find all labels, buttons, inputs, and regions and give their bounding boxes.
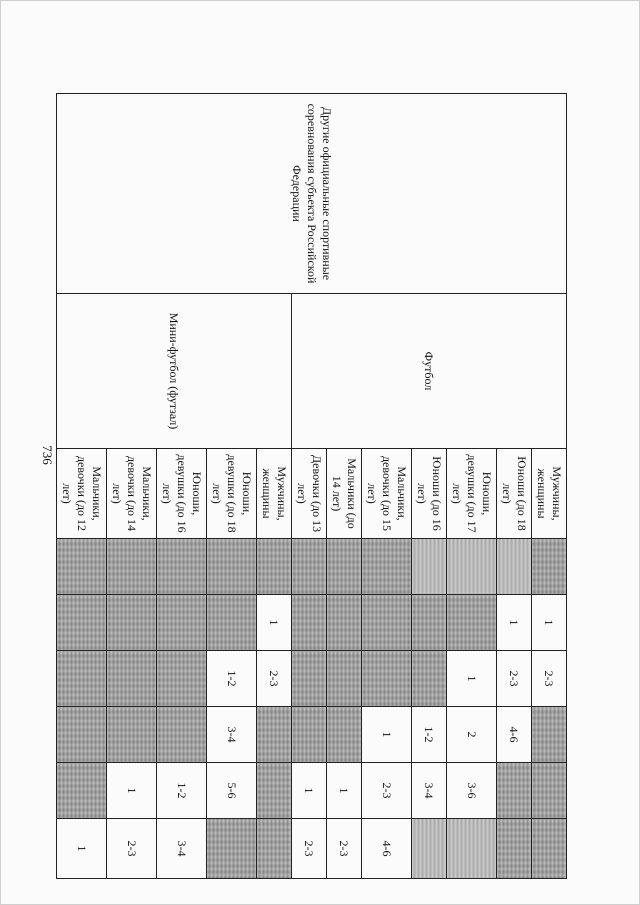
group-cell: Юноши (до 16 лет) xyxy=(412,449,447,539)
value-cell: 1 xyxy=(362,707,412,763)
group-cell: Мужчины, женщины xyxy=(532,449,567,539)
value-cell xyxy=(412,651,447,707)
value-cell xyxy=(257,819,292,879)
value-cell xyxy=(292,707,327,763)
sport-cell-football: Футбол xyxy=(292,294,567,449)
value-cell: 1 xyxy=(292,763,327,819)
value-cell xyxy=(107,651,157,707)
value-cell: 4-6 xyxy=(497,707,532,763)
value-cell xyxy=(497,539,532,595)
value-cell xyxy=(327,651,362,707)
value-cell xyxy=(412,819,447,879)
sport-cell-futsal: Мини-футбол (футзал) xyxy=(57,294,292,449)
value-cell xyxy=(292,595,327,651)
value-cell xyxy=(57,539,107,595)
group-cell: Мальчики, девочки (до 15 лет) xyxy=(362,449,412,539)
value-cell xyxy=(447,539,497,595)
value-cell xyxy=(57,651,107,707)
value-cell: 1 xyxy=(327,763,362,819)
value-cell xyxy=(362,539,412,595)
value-cell xyxy=(362,595,412,651)
value-cell xyxy=(157,707,207,763)
value-cell xyxy=(207,819,257,879)
value-cell xyxy=(327,539,362,595)
value-cell xyxy=(107,539,157,595)
competition-category-cell: Другие официальные спортивные соревнования субъекта Российской Федерации xyxy=(57,94,567,294)
value-cell xyxy=(292,651,327,707)
value-cell xyxy=(57,763,107,819)
value-cell: 2-3 xyxy=(327,819,362,879)
value-cell xyxy=(327,707,362,763)
value-cell: 1 xyxy=(57,819,107,879)
value-cell xyxy=(362,651,412,707)
group-cell: Девочки (до 13 лет) xyxy=(292,449,327,539)
group-cell: Юноши, девушки (до 17 лет) xyxy=(447,449,497,539)
value-cell: 2-3 xyxy=(292,819,327,879)
value-cell xyxy=(327,595,362,651)
group-cell: Мальчики, девочки (до 14 лет) xyxy=(107,449,157,539)
value-cell: 1-2 xyxy=(207,651,257,707)
value-cell xyxy=(292,539,327,595)
value-cell xyxy=(412,539,447,595)
ranks-table xyxy=(56,93,567,879)
value-cell xyxy=(532,707,567,763)
value-cell xyxy=(532,763,567,819)
table-wrapper xyxy=(62,93,567,878)
value-cell xyxy=(207,539,257,595)
value-cell xyxy=(207,595,257,651)
value-cell: 3-4 xyxy=(412,763,447,819)
value-cell xyxy=(412,595,447,651)
value-cell xyxy=(447,819,497,879)
value-cell: 1-2 xyxy=(412,707,447,763)
value-cell: 2-3 xyxy=(107,819,157,879)
value-cell xyxy=(497,763,532,819)
value-cell: 1 xyxy=(257,595,292,651)
value-cell xyxy=(157,595,207,651)
value-cell: 2-3 xyxy=(362,763,412,819)
value-cell: 3-4 xyxy=(207,707,257,763)
value-cell: 1 xyxy=(497,595,532,651)
group-cell: Юноши (до 18 лет) xyxy=(497,449,532,539)
value-cell: 1 xyxy=(532,595,567,651)
group-cell: Мальчики (до 14 лет) xyxy=(327,449,362,539)
value-cell: 1 xyxy=(107,763,157,819)
value-cell xyxy=(107,595,157,651)
value-cell xyxy=(532,539,567,595)
value-cell: 1-2 xyxy=(157,763,207,819)
value-cell: 4-6 xyxy=(362,819,412,879)
value-cell xyxy=(257,763,292,819)
value-cell xyxy=(257,707,292,763)
group-cell: Мужчины, женщины xyxy=(257,449,292,539)
value-cell xyxy=(57,707,107,763)
value-cell: 2 xyxy=(447,707,497,763)
page-number: 736 xyxy=(40,445,55,465)
group-cell: Мальчики, девочки (до 12 лет) xyxy=(57,449,107,539)
value-cell: 1 xyxy=(447,651,497,707)
value-cell xyxy=(447,595,497,651)
group-cell: Юноши, девушки (до 16 лет) xyxy=(157,449,207,539)
value-cell xyxy=(157,539,207,595)
table-rotation-frame xyxy=(62,93,567,878)
value-cell: 2-3 xyxy=(497,651,532,707)
value-cell xyxy=(497,819,532,879)
value-cell xyxy=(532,819,567,879)
value-cell: 3-4 xyxy=(157,819,207,879)
value-cell xyxy=(257,539,292,595)
group-cell: Юноши, девушки (до 18 лет) xyxy=(207,449,257,539)
value-cell xyxy=(107,707,157,763)
table-row xyxy=(532,94,567,879)
value-cell: 3-6 xyxy=(447,763,497,819)
value-cell: 5-6 xyxy=(207,763,257,819)
value-cell xyxy=(57,595,107,651)
value-cell: 2-3 xyxy=(532,651,567,707)
value-cell xyxy=(157,651,207,707)
value-cell: 2-3 xyxy=(257,651,292,707)
